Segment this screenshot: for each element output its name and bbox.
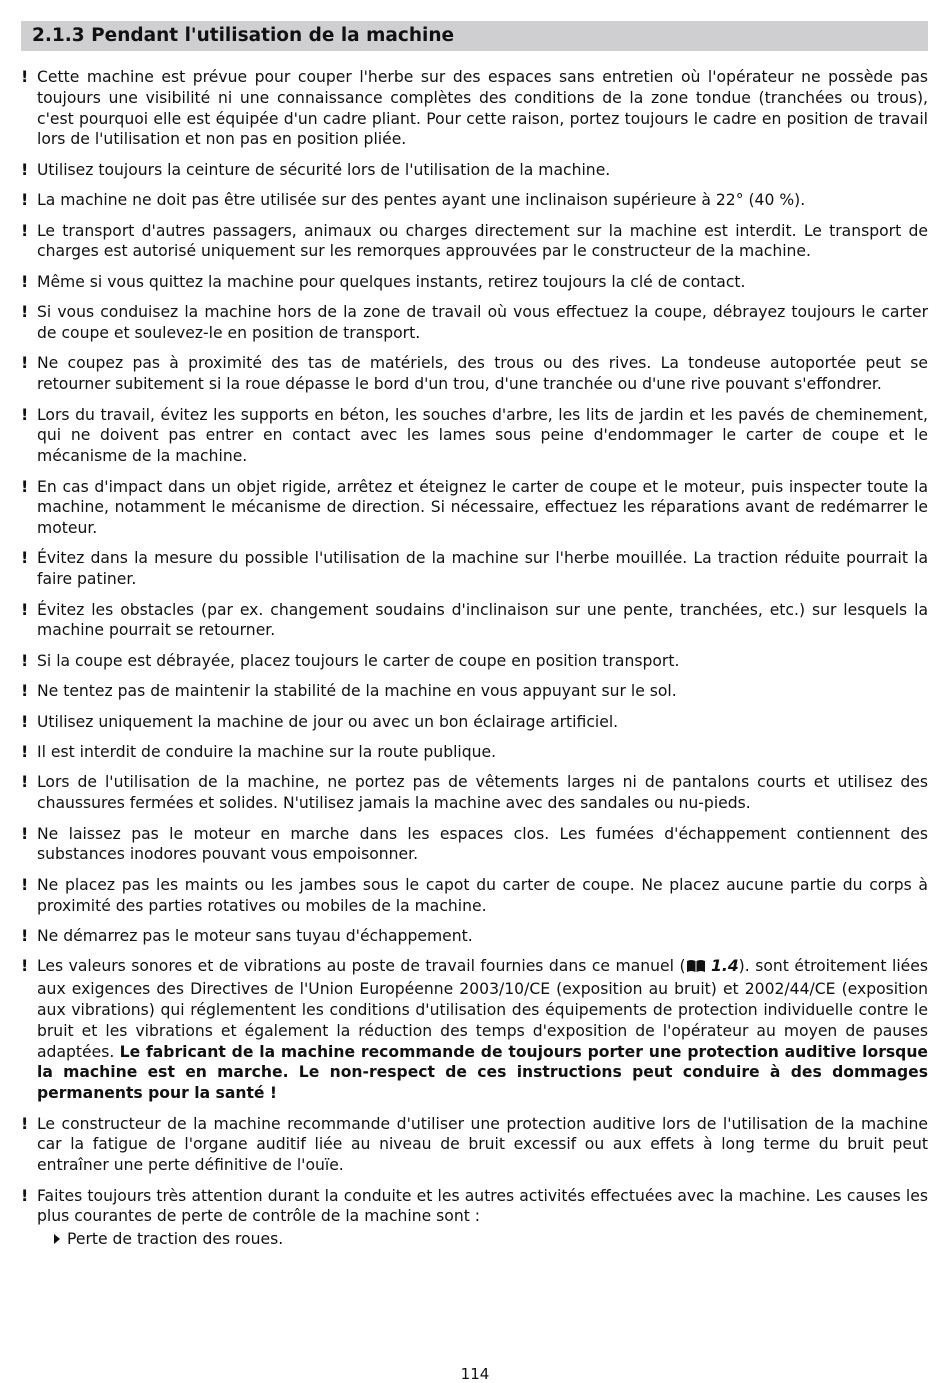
item-text: Lors de l'utilisation de la machine, ne portez pas de vêtements larges ni de pantalons courts et utilisez des chaussures fermées et solides. N'utilisez jamais la machine avec des sandales ou nu-pieds. <box>37 773 928 813</box>
exclamation-bullet: ! <box>21 925 29 945</box>
exclamation-bullet: ! <box>21 1113 29 1133</box>
exclamation-bullet: ! <box>21 681 29 701</box>
item-text: Ne coupez pas à proximité des tas de matériels, des trous ou des rives. La tondeuse autoportée peut se retourner subitement si la roue dépasse le bord d'un trou, d'une tranchée ou d'une rive pouvant s'effondrer. <box>37 354 928 394</box>
item-text: En cas d'impact dans un objet rigide, arrêtez et éteignez le carter de coupe et le moteur, puis inspecter toute la machine, notamment le mécanisme de direction. Si nécessaire, effectuez les réparations avant de redémarrer le moteur. <box>37 477 928 538</box>
item-text: Ne placez pas les maints ou les jambes sous le capot du carter de coupe. Ne placez aucune partie du corps à proximité des parties rotatives ou mobiles de la machine. <box>37 875 928 915</box>
list-item <box>21 742 928 763</box>
list-item <box>21 353 928 395</box>
list-item <box>21 600 928 642</box>
bold-warning: Le fabricant de la machine recommande de toujours porter une protection auditive lorsque la machine est en marche. Le non-respect de ces instructions peut conduire à des dommages permanents pour la santé ! <box>37 1042 929 1103</box>
item-text: Cette machine est prévue pour couper l'herbe sur des espaces sans entretien où l'opérateur ne possède pas toujours une visibilité ni une connaissance complètes des conditions de la zone tondue (tranchées ou trous), c'est pourquoi elle est équipée d'un cadre pliant. Pour cette raison, portez toujours le cadre en position de travail lors de l'utilisation et non pas en position pliée. <box>37 68 928 149</box>
exclamation-bullet: ! <box>21 548 29 568</box>
exclamation-bullet: ! <box>21 353 29 373</box>
exclamation-bullet: ! <box>21 1185 29 1205</box>
safety-list <box>21 67 928 1260</box>
list-item <box>21 824 928 866</box>
exclamation-bullet: ! <box>21 772 29 792</box>
list-item <box>21 548 928 590</box>
list-item <box>21 272 928 293</box>
exclamation-bullet: ! <box>21 190 29 210</box>
item-text: Le constructeur de la machine recommande d'utiliser une protection auditive lors de l'utilisation de la machine car la fatigue de l'organe auditif liée au niveau de bruit excessif ou aux effets à long terme du bruit peut entraîner une perte définitive de l'ouïe. <box>37 1114 928 1175</box>
item-text: Il est interdit de conduire la machine sur la route publique. <box>37 743 497 762</box>
exclamation-bullet: ! <box>21 823 29 843</box>
exclamation-bullet: ! <box>21 404 29 424</box>
list-item <box>21 1114 928 1176</box>
list-item <box>21 712 928 733</box>
item-text: Utilisez toujours la ceinture de sécurité lors de l'utilisation de la machine. <box>37 160 611 179</box>
exclamation-bullet: ! <box>21 476 29 496</box>
item-text: Si la coupe est débrayée, placez toujours le carter de coupe en position transport. <box>37 651 680 670</box>
item-text: Utilisez uniquement la machine de jour ou avec un bon éclairage artificiel. <box>37 712 619 731</box>
item-text: Les valeurs sonores et de vibrations au poste de travail fournies dans ce manuel ( <box>37 957 686 976</box>
list-item-noise <box>21 956 928 1104</box>
sub-list-item <box>37 1229 928 1250</box>
list-item <box>21 302 928 344</box>
exclamation-bullet: ! <box>21 874 29 894</box>
list-item <box>21 477 928 539</box>
exclamation-bullet: ! <box>21 271 29 291</box>
list-item <box>21 651 928 672</box>
list-item <box>21 1186 928 1250</box>
item-text: Lors du travail, évitez les supports en béton, les souches d'arbre, les lits de jardin et les pavés de cheminement, qui ne doivent pas entrer en contact avec les lames sous peine d'endommager le carter de coupe et le mécanisme de la machine. <box>37 405 928 466</box>
item-text: Si vous conduisez la machine hors de la zone de travail où vous effectuez la coupe, débrayez toujours le carter de coupe et soulevez-le en position de transport. <box>37 303 928 342</box>
exclamation-bullet: ! <box>21 742 29 762</box>
item-text: ). sont étroitement liées aux exigences des Directives de l'Union Européenne 2003/10/CE (exposition au bruit) et 2002/44/CE (exposition aux vibrations) qui réglementent les conditions d'utilisation des équipements de protection individuelle contre le bruit et les vibrations et également la réduction des temps d'exposition de l'opérateur au moyen de pauses adaptées. <box>37 957 928 1061</box>
list-item <box>21 221 928 263</box>
list-item <box>21 875 928 917</box>
exclamation-bullet: ! <box>21 956 29 976</box>
exclamation-bullet: ! <box>21 302 29 322</box>
list-item <box>21 681 928 702</box>
exclamation-bullet: ! <box>21 67 29 86</box>
list-item <box>21 772 928 814</box>
item-text: Ne démarrez pas le moteur sans tuyau d'échappement. <box>37 926 473 945</box>
exclamation-bullet: ! <box>21 599 29 619</box>
book-icon <box>686 958 706 979</box>
list-item <box>21 926 928 947</box>
item-text: Même si vous quittez la machine pour quelques instants, retirez toujours la clé de contact. <box>37 272 746 291</box>
item-text: Ne tentez pas de maintenir la stabilité de la machine en vous appuyant sur le sol. <box>37 682 677 701</box>
list-item <box>21 405 928 467</box>
page-number: 114 <box>460 1365 490 1383</box>
section-reference: 1.4 <box>711 957 739 976</box>
item-text: La machine ne doit pas être utilisée sur des pentes ayant une inclinaison supérieure à 22° (40 %). <box>37 191 806 210</box>
list-item <box>21 160 928 181</box>
sub-item-text: Perte de traction des roues. <box>67 1230 284 1249</box>
exclamation-bullet: ! <box>21 220 29 240</box>
list-item <box>21 190 928 211</box>
triangle-bullet-icon <box>54 1234 60 1244</box>
item-text: Faites toujours très attention durant la conduite et les autres activités effectuées avec la machine. Les causes les plus courantes de perte de contrôle de la machine sont : <box>37 1186 928 1226</box>
section-heading: 2.1.3 Pendant l'utilisation de la machine <box>21 21 928 51</box>
item-text: Évitez les obstacles (par ex. changement soudains d'inclinaison sur une pente, tranchées, etc.) sur lesquels la machine pourrait se retourner. <box>37 600 928 640</box>
item-text: Ne laissez pas le moteur en marche dans les espaces clos. Les fumées d'échappement contiennent des substances inodores pouvant vous empoisonner. <box>37 824 928 864</box>
exclamation-bullet: ! <box>21 650 29 670</box>
item-text: Évitez dans la mesure du possible l'utilisation de la machine sur l'herbe mouillée. La traction réduite pourrait la faire patiner. <box>37 549 928 589</box>
list-item <box>21 67 928 150</box>
exclamation-bullet: ! <box>21 159 29 179</box>
exclamation-bullet: ! <box>21 711 29 731</box>
item-text: Le transport d'autres passagers, animaux ou charges directement sur la machine est interdit. Le transport de charges est autorisé uniquement sur les remorques approuvées par le constructeur de la machine. <box>37 221 928 261</box>
